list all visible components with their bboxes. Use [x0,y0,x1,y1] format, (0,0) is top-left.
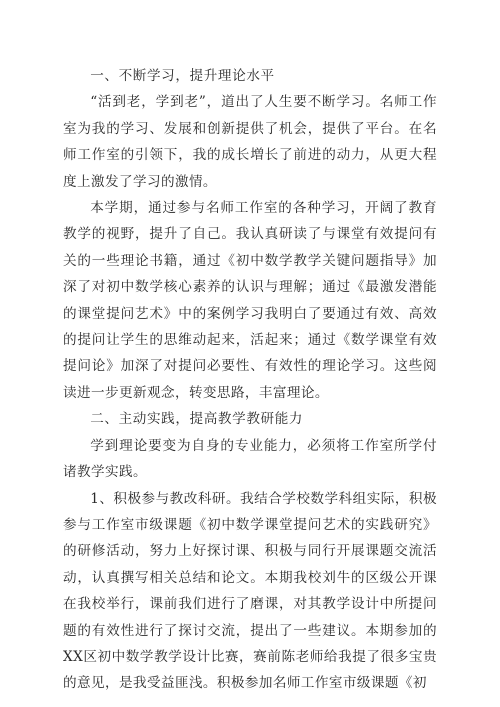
paragraph-intro: “活到老，学到老”，道出了人生要不断学习。名师工作室为我的学习、发展和创新提供了机会，提供了平台。在名师工作室的引领下，我的成长増长了前进的动力，从更大程度上激发了学习的激情。 [63,94,437,190]
document-body [63,63,437,697]
paragraph-research: 1、积极参与教改科研。我结合学校数学科组实际，积极参与工作室市级课题《初中数学课堂提问艺术的实践研究》的研修活动，努力上好探讨课、积极与同行开展课题交流活动，认真撰写相关总结和论文。本期我校刘牛的区级公开课在我校举行，课前我们进行了磨课，对其教学设计中所提问题的有效性进行了探讨交流，提出了一些建议。本期参加的XX区初中数学教学设计比赛，赛前陈老师给我提了很多宝贵的意见，是我受益匪浅。积极参加名师工作室市级课题《初 [63,490,437,692]
section-heading-1: 一、不断学习，提升理论水平 [90,68,275,84]
section-heading-2: 二、主动实践，提高教学教研能力 [90,411,304,428]
paragraph-practice-intro: 学到理论要变为自身的专业能力，必须将工作室所学付诸教学实践。 [63,437,437,481]
paragraph-reading: 本学期，通过参与名师工作室的各种学习，开阔了教育教学的视野，提升了自己。我认真研读了与课堂有效提问有关的一些理论书籍，通过《初中数学教学关键问题指导》加深了对初中数学核心素养的认识与理解；通过《最激发潜能的课堂提问艺术》中的案例学习我明白了要通过有效、高效的提问让学生的思维动起来，活起来；通过《数学课堂有效提问论》加深了对提问必要性、有效性的理论学习。这些阅读进一步更新观念，转变思路，丰富理论。 [63,200,437,401]
